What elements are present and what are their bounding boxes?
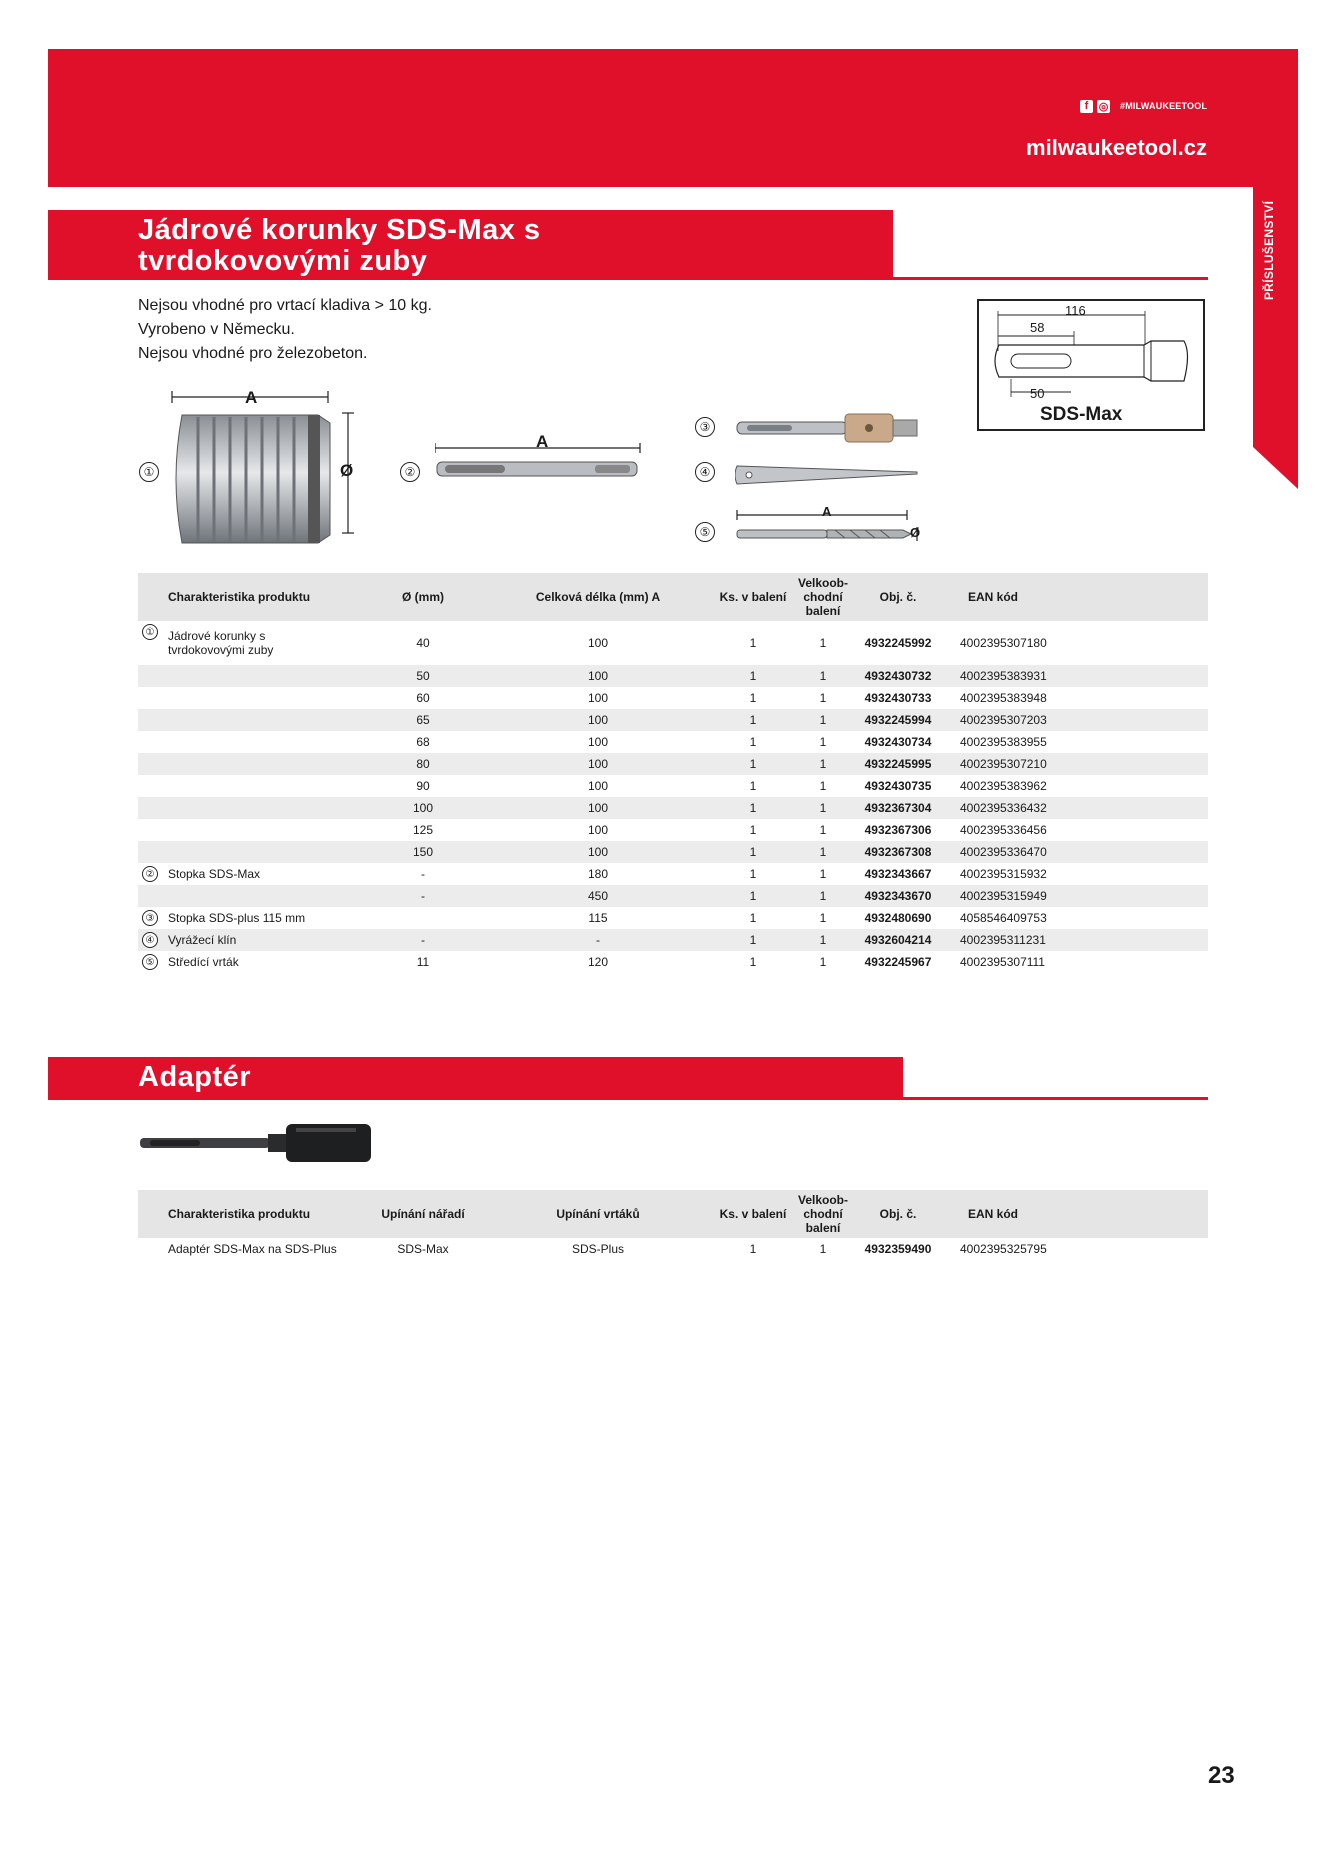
qty-cell: 1 bbox=[708, 709, 798, 731]
table-row bbox=[138, 797, 1208, 819]
pack-cell: 1 bbox=[798, 929, 848, 951]
dim-116: 116 bbox=[1065, 303, 1086, 318]
table-row bbox=[138, 885, 1208, 907]
table-row bbox=[138, 819, 1208, 841]
pack-cell: 1 bbox=[819, 911, 827, 925]
product-desc-text: Jádrové korunky s tvrdokovovými zuby bbox=[168, 629, 274, 657]
col-header-product: Charakteristika produktu bbox=[138, 1190, 358, 1238]
diameter-cell: - bbox=[421, 867, 425, 881]
pack-cell: 1 bbox=[819, 779, 827, 793]
product-desc bbox=[138, 709, 358, 731]
pack-cell: 1 bbox=[798, 753, 848, 775]
table-row bbox=[138, 841, 1208, 863]
product-desc-text: Vyrážecí klín bbox=[168, 933, 237, 947]
order-number-cell: 4932430734 bbox=[864, 735, 932, 749]
qty-cell: 1 bbox=[749, 779, 757, 793]
product-desc-text: Středící vrták bbox=[168, 955, 239, 969]
product-desc-text: Stopka SDS-Max bbox=[168, 867, 261, 881]
col-header-length: Celková délka (mm) A bbox=[488, 573, 708, 621]
adapter-table bbox=[138, 1190, 1208, 1260]
col-header-ean: EAN kód bbox=[948, 1190, 1208, 1238]
product-desc: Adaptér SDS-Max na SDS-Plus bbox=[168, 1242, 337, 1256]
diameter-cell bbox=[358, 907, 488, 929]
order-number-cell: 4932245995 bbox=[848, 753, 948, 775]
length-cell: 100 bbox=[587, 823, 609, 837]
order-number-cell: 4932367306 bbox=[864, 823, 932, 837]
dim-58: 58 bbox=[1030, 320, 1045, 335]
ean-cell: 4002395336432 bbox=[948, 797, 1208, 819]
diameter-cell: 60 bbox=[416, 691, 430, 705]
diameter-cell: 68 bbox=[416, 735, 430, 749]
section1-title bbox=[138, 215, 541, 277]
qty-cell: 1 bbox=[708, 797, 798, 819]
product-desc bbox=[138, 775, 358, 797]
length-cell: 100 bbox=[488, 753, 708, 775]
col-header-ean: EAN kód bbox=[948, 573, 1208, 621]
qty-cell: 1 bbox=[749, 823, 757, 837]
pack-cell: 1 bbox=[798, 797, 848, 819]
intro-line-1: Nejsou vhodné pro vrtací kladiva > 10 kg. bbox=[138, 297, 432, 314]
order-number-cell: 4932604214 bbox=[848, 929, 948, 951]
product-desc bbox=[138, 797, 358, 819]
table-row bbox=[138, 621, 1208, 665]
ean-cell: 4002395315932 bbox=[960, 867, 1047, 881]
qty-cell: 1 bbox=[749, 911, 757, 925]
callout-1: ① bbox=[139, 462, 159, 482]
order-number-cell: 4932343667 bbox=[864, 867, 932, 881]
qty-cell: 1 bbox=[708, 841, 798, 863]
sds-max-label: SDS-Max bbox=[1040, 404, 1123, 425]
table-row bbox=[138, 1238, 1208, 1260]
drift-wedge-image bbox=[735, 460, 920, 490]
diameter-cell: 90 bbox=[416, 779, 430, 793]
col-header-pack: Velkoob- chodní balení bbox=[798, 573, 848, 621]
col-header-qty: Ks. v balení bbox=[708, 573, 798, 621]
product-desc bbox=[138, 665, 358, 687]
order-number-cell: 4932245992 bbox=[864, 636, 932, 650]
qty-cell: 1 bbox=[749, 1242, 757, 1256]
product-desc bbox=[138, 863, 358, 885]
product-desc bbox=[138, 731, 358, 753]
page-number: 23 bbox=[1208, 1762, 1235, 1789]
dim-label-a-2: A bbox=[536, 432, 549, 451]
ean-cell: 4002395315949 bbox=[948, 885, 1208, 907]
table-row bbox=[138, 665, 1208, 687]
qty-cell: 1 bbox=[749, 636, 757, 650]
qty-cell: 1 bbox=[708, 665, 798, 687]
col-header-tool-holder: Upínání nářadí bbox=[358, 1190, 488, 1238]
row-callout: ② bbox=[142, 866, 158, 882]
pack-cell: 1 bbox=[819, 823, 827, 837]
ean-cell: 4002395336456 bbox=[960, 823, 1047, 837]
sds-max-shank-drawing bbox=[979, 301, 1203, 401]
center-drill-image bbox=[735, 505, 930, 545]
table-row bbox=[138, 929, 1208, 951]
intro-line-3: Nejsou vhodné pro železobeton. bbox=[138, 345, 368, 362]
site-url[interactable]: milwaukeetool.cz bbox=[1026, 135, 1207, 160]
callout-4: ④ bbox=[695, 462, 715, 482]
pack-cell: 1 bbox=[798, 709, 848, 731]
intro-text bbox=[138, 294, 432, 366]
tool-holder-cell: SDS-Max bbox=[397, 1242, 449, 1256]
ean-cell: 4002395383948 bbox=[960, 691, 1047, 705]
qty-cell: 1 bbox=[708, 929, 798, 951]
diameter-cell: 40 bbox=[416, 636, 430, 650]
hashtag: #MILWAUKEETOOL bbox=[1120, 101, 1208, 111]
dim-label-diameter-5: Ø bbox=[910, 525, 921, 540]
qty-cell: 1 bbox=[708, 885, 798, 907]
length-cell: 100 bbox=[488, 841, 708, 863]
diameter-cell: 80 bbox=[358, 753, 488, 775]
order-number-cell: 4932245994 bbox=[848, 709, 948, 731]
length-cell: 100 bbox=[587, 636, 609, 650]
dim-label-diameter-1: Ø bbox=[340, 461, 354, 480]
pack-cell: 1 bbox=[819, 1242, 827, 1256]
ean-cell: 4002395307180 bbox=[960, 636, 1047, 650]
product-desc bbox=[138, 841, 358, 863]
pack-cell: 1 bbox=[819, 691, 827, 705]
pack-cell: 1 bbox=[798, 885, 848, 907]
bit-holder-cell: SDS-Plus bbox=[571, 1242, 624, 1256]
table-row bbox=[138, 753, 1208, 775]
ean-cell: 4058546409753 bbox=[960, 911, 1047, 925]
pack-cell: 1 bbox=[798, 841, 848, 863]
table-row bbox=[138, 863, 1208, 885]
side-tab-label: PŘÍSLUŠENSTVÍ bbox=[1262, 200, 1276, 300]
length-cell: - bbox=[488, 929, 708, 951]
core-bits-table bbox=[138, 573, 1208, 973]
section1-title-line1: Jádrové korunky SDS-Max s bbox=[138, 214, 541, 246]
section2-title: Adaptér bbox=[138, 1061, 252, 1093]
ean-cell: 4002395307210 bbox=[948, 753, 1208, 775]
ean-cell: 4002395383955 bbox=[960, 735, 1047, 749]
callout-3: ③ bbox=[695, 417, 715, 437]
length-cell: 100 bbox=[488, 709, 708, 731]
table-row bbox=[138, 951, 1208, 973]
product-desc-text: Stopka SDS-plus 115 mm bbox=[168, 911, 306, 925]
pack-cell: 1 bbox=[819, 867, 827, 881]
qty-cell: 1 bbox=[749, 691, 757, 705]
length-cell: 100 bbox=[587, 779, 609, 793]
side-tab-point bbox=[1253, 447, 1298, 489]
order-number-cell: 4932430732 bbox=[848, 665, 948, 687]
diameter-cell: 65 bbox=[358, 709, 488, 731]
callout-2: ② bbox=[400, 462, 420, 482]
col-header-diameter: Ø (mm) bbox=[358, 573, 488, 621]
adapter-image bbox=[138, 1118, 378, 1168]
social-links bbox=[1080, 98, 1207, 114]
dim-50: 50 bbox=[1030, 386, 1045, 401]
product-desc bbox=[138, 951, 358, 973]
product-desc bbox=[138, 929, 358, 951]
intro-line-2: Vyrobeno v Německu. bbox=[138, 321, 295, 338]
product-desc bbox=[138, 687, 358, 709]
sds-plus-shank-image bbox=[735, 410, 920, 446]
length-cell: 180 bbox=[587, 867, 609, 881]
pack-cell: 1 bbox=[819, 955, 827, 969]
order-number-cell: 4932367308 bbox=[848, 841, 948, 863]
ean-cell: 4002395307203 bbox=[948, 709, 1208, 731]
ean-cell: 4002395307111 bbox=[960, 955, 1045, 969]
order-number-cell: 4932343670 bbox=[848, 885, 948, 907]
table-row bbox=[138, 709, 1208, 731]
row-callout: ④ bbox=[142, 932, 158, 948]
pack-cell: 1 bbox=[819, 636, 827, 650]
ean-cell: 4002395383962 bbox=[960, 779, 1047, 793]
qty-cell: 1 bbox=[749, 735, 757, 749]
length-cell: 100 bbox=[488, 797, 708, 819]
dim-label-a-1: A bbox=[245, 388, 258, 407]
facebook-icon[interactable]: f bbox=[1080, 100, 1093, 113]
order-number-cell: 4932245967 bbox=[864, 955, 932, 969]
col-header-product: Charakteristika produktu bbox=[138, 573, 358, 621]
qty-cell: 1 bbox=[708, 753, 798, 775]
order-number-cell: 4932430735 bbox=[864, 779, 932, 793]
pack-cell: 1 bbox=[798, 665, 848, 687]
diameter-cell: - bbox=[358, 885, 488, 907]
order-number-cell: 4932430733 bbox=[864, 691, 932, 705]
col-header-obj: Obj. č. bbox=[848, 573, 948, 621]
ean-cell: 4002395383931 bbox=[948, 665, 1208, 687]
table-row bbox=[138, 687, 1208, 709]
product-desc bbox=[138, 819, 358, 841]
product-desc bbox=[138, 753, 358, 775]
order-number-cell: 4932480690 bbox=[864, 911, 932, 925]
section2-header-line bbox=[48, 1097, 1208, 1100]
length-cell: 450 bbox=[488, 885, 708, 907]
pack-cell: 1 bbox=[819, 735, 827, 749]
ean-cell: 4002395336470 bbox=[948, 841, 1208, 863]
core-bit-image bbox=[168, 385, 358, 545]
header-band bbox=[48, 49, 1298, 187]
callout-5: ⑤ bbox=[695, 522, 715, 542]
instagram-icon[interactable]: ◎ bbox=[1098, 100, 1109, 113]
product-desc bbox=[138, 621, 358, 665]
row-callout: ① bbox=[142, 624, 158, 640]
diameter-cell: 125 bbox=[412, 823, 434, 837]
diameter-cell: - bbox=[358, 929, 488, 951]
diameter-cell: 50 bbox=[358, 665, 488, 687]
diameter-cell: 11 bbox=[416, 955, 430, 969]
length-cell: 100 bbox=[488, 665, 708, 687]
order-number-cell: 4932359490 bbox=[864, 1242, 932, 1256]
table-row bbox=[138, 907, 1208, 929]
order-number-cell: 4932367304 bbox=[848, 797, 948, 819]
diameter-cell: 100 bbox=[358, 797, 488, 819]
ean-cell: 4002395325795 bbox=[960, 1242, 1047, 1256]
product-desc bbox=[138, 885, 358, 907]
qty-cell: 1 bbox=[749, 955, 757, 969]
length-cell: 115 bbox=[588, 911, 608, 925]
col-header-bit-holder: Upínání vrtáků bbox=[488, 1190, 708, 1238]
dim-label-a-5: A bbox=[822, 504, 832, 519]
section1-title-line2: tvrdokovovými zuby bbox=[138, 245, 428, 277]
col-header-pack: Velkoob- chodní balení bbox=[798, 1190, 848, 1238]
table-row bbox=[138, 731, 1208, 753]
row-callout: ⑤ bbox=[142, 954, 158, 970]
section1-header-line bbox=[48, 277, 1208, 280]
row-callout: ③ bbox=[142, 910, 158, 926]
table-row bbox=[138, 775, 1208, 797]
ean-cell: 4002395311231 bbox=[948, 929, 1208, 951]
col-header-obj: Obj. č. bbox=[848, 1190, 948, 1238]
diameter-cell: 150 bbox=[358, 841, 488, 863]
length-cell: 100 bbox=[587, 735, 609, 749]
length-cell: 120 bbox=[587, 955, 609, 969]
length-cell: 100 bbox=[587, 691, 609, 705]
qty-cell: 1 bbox=[749, 867, 757, 881]
col-header-qty: Ks. v balení bbox=[708, 1190, 798, 1238]
product-desc bbox=[138, 907, 358, 929]
